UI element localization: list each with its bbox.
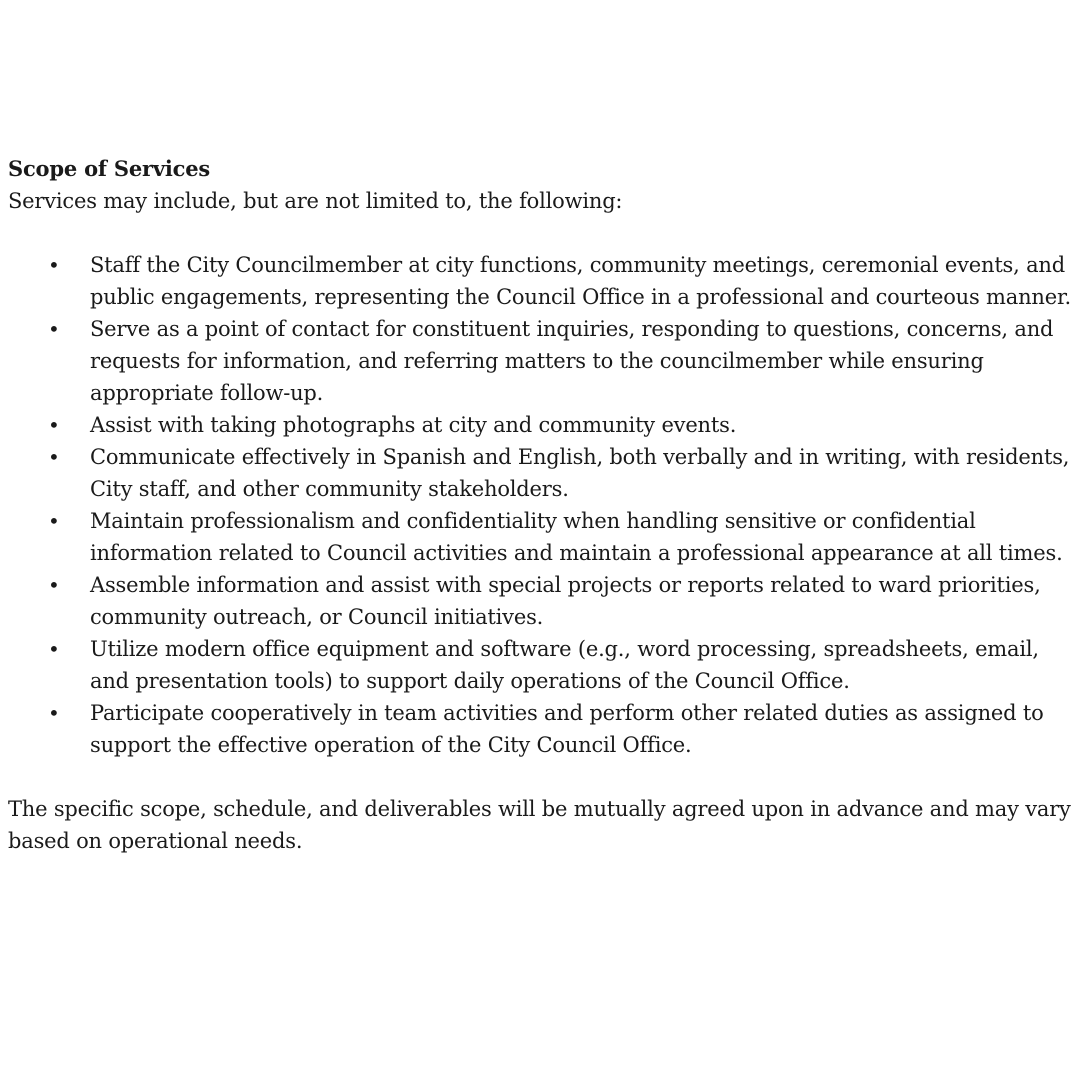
list-item (8, 441, 1076, 505)
bullet-icon: • (48, 317, 60, 341)
bullet-icon: • (48, 413, 60, 437)
closing-paragraph: The specific scope, schedule, and deliverables will be mutually agreed upon in advance and may vary based on operational needs. (8, 797, 1071, 853)
bullet-icon: • (48, 637, 60, 661)
bullet-icon: • (48, 253, 60, 277)
list-item (8, 569, 1076, 633)
intro-text: Services may include, but are not limited to, the following: (8, 189, 623, 213)
list-item (8, 633, 1076, 697)
services-list (8, 249, 1076, 761)
list-item (8, 409, 1076, 441)
list-item (8, 249, 1076, 313)
section-heading: Scope of Services (8, 156, 211, 181)
list-item (8, 697, 1076, 761)
document-body (8, 153, 1076, 857)
list-item (8, 313, 1076, 409)
bullet-icon: • (48, 445, 60, 469)
list-item-text: Serve as a point of contact for constituent inquiries, responding to questions, concerns, and requests for information, and referring matters to the councilmember while ensuring appropriate follow-up. (90, 317, 1054, 405)
list-item-text: Assist with taking photographs at city and community events. (90, 413, 737, 437)
list-item-text: Participate cooperatively in team activities and perform other related duties as assigned to support the effective operation of the City Council Office. (90, 701, 1044, 757)
list-item-text: Utilize modern office equipment and software (e.g., word processing, spreadsheets, email, and presentation tools) to support daily operations of the Council Office. (90, 637, 1039, 693)
bullet-icon: • (48, 509, 60, 533)
bullet-icon: • (48, 573, 60, 597)
list-item-text: Communicate effectively in Spanish and English, both verbally and in writing, with residents, City staff, and other community stakeholders. (90, 445, 1070, 501)
list-item-text: Staff the City Councilmember at city functions, community meetings, ceremonial events, and public engagements, representing the Council Office in a professional and courteous manner. (90, 253, 1071, 309)
list-item-text: Maintain professionalism and confidentiality when handling sensitive or confidential information related to Council activities and maintain a professional appearance at all times. (90, 509, 1063, 565)
list-item-text: Assemble information and assist with special projects or reports related to ward priorities, community outreach, or Council initiatives. (90, 573, 1041, 629)
bullet-icon: • (48, 701, 60, 725)
list-item (8, 505, 1076, 569)
